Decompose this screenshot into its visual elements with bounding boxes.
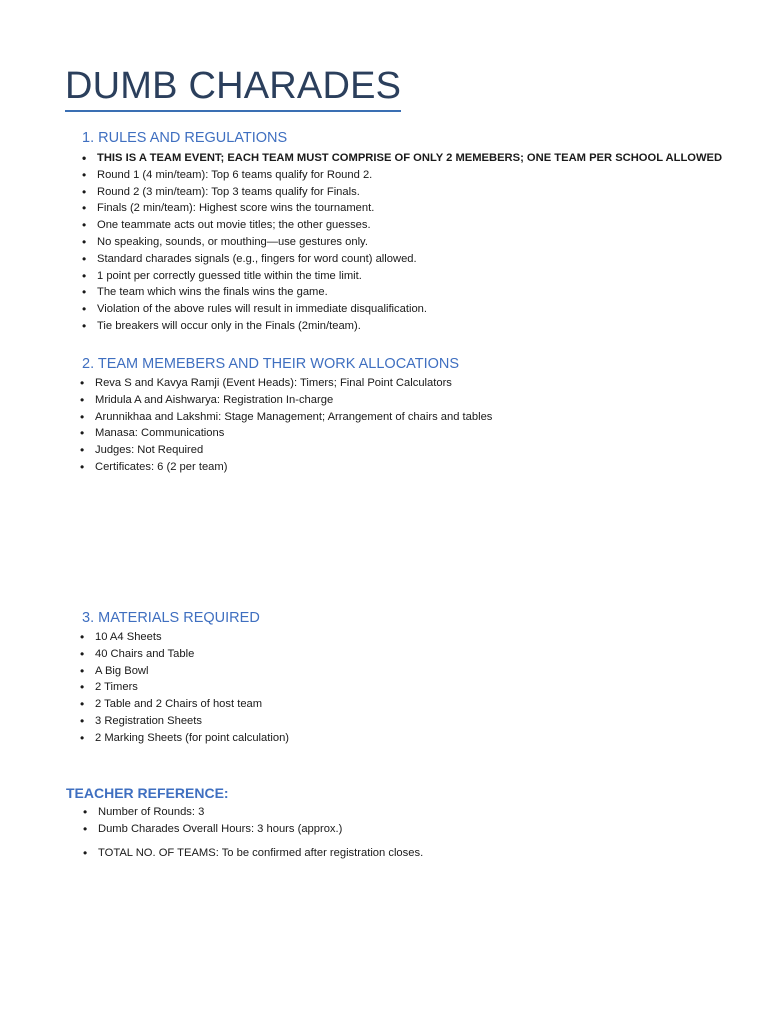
list-item: • 10 A4 Sheets: [80, 629, 289, 646]
list-item: • Round 2 (3 min/team): Top 3 teams qualify for Finals.: [82, 184, 722, 201]
list-item: • Violation of the above rules will result in immediate disqualification.: [82, 301, 722, 318]
teacher-reference-list: [83, 804, 423, 861]
list-item: • Manasa: Communications: [80, 425, 492, 442]
page-title: DUMB CHARADES: [65, 62, 401, 112]
list-item: • A Big Bowl: [80, 663, 289, 680]
materials-list: [80, 629, 289, 747]
list-item: • No speaking, sounds, or mouthing—use gestures only.: [82, 234, 722, 251]
list-item: • Mridula A and Aishwarya: Registration In-charge: [80, 392, 492, 409]
team-members-list: [80, 375, 492, 476]
rules-list: [82, 150, 722, 335]
list-item: • 40 Chairs and Table: [80, 646, 289, 663]
list-item: • One teammate acts out movie titles; the other guesses.: [82, 217, 722, 234]
section-heading-teacher-reference: TEACHER REFERENCE:: [66, 785, 229, 801]
list-item: • 2 Table and 2 Chairs of host team: [80, 696, 289, 713]
list-item: • 3 Registration Sheets: [80, 713, 289, 730]
list-item: • Certificates: 6 (2 per team): [80, 459, 492, 476]
list-item: • Finals (2 min/team): Highest score wins the tournament.: [82, 200, 722, 217]
list-item: • TOTAL NO. OF TEAMS: To be confirmed after registration closes.: [83, 845, 423, 862]
list-item: • Number of Rounds: 3: [83, 804, 423, 821]
list-item: • Dumb Charades Overall Hours: 3 hours (approx.): [83, 821, 423, 838]
list-item: • THIS IS A TEAM EVENT; EACH TEAM MUST COMPRISE OF ONLY 2 MEMEBERS; ONE TEAM PER SCHOOL ALLOWED: [82, 150, 722, 167]
list-item: • Judges: Not Required: [80, 442, 492, 459]
list-item: • Tie breakers will occur only in the Finals (2min/team).: [82, 318, 722, 335]
section-heading-materials: 3. MATERIALS REQUIRED: [82, 610, 260, 626]
list-item: • Standard charades signals (e.g., fingers for word count) allowed.: [82, 251, 722, 268]
list-item: • Round 1 (4 min/team): Top 6 teams qualify for Round 2.: [82, 167, 722, 184]
section-heading-team-members: 2. TEAM MEMEBERS AND THEIR WORK ALLOCATIONS: [82, 356, 460, 372]
section-heading-rules: 1. RULES AND REGULATIONS: [82, 130, 288, 146]
list-item: • The team which wins the finals wins the game.: [82, 284, 722, 301]
list-item: • 2 Timers: [80, 679, 289, 696]
list-item: • 1 point per correctly guessed title within the time limit.: [82, 268, 722, 285]
list-item: • 2 Marking Sheets (for point calculation): [80, 730, 289, 747]
list-item: • Arunnikhaa and Lakshmi: Stage Management; Arrangement of chairs and tables: [80, 409, 492, 426]
list-item: • Reva S and Kavya Ramji (Event Heads): Timers; Final Point Calculators: [80, 375, 492, 392]
